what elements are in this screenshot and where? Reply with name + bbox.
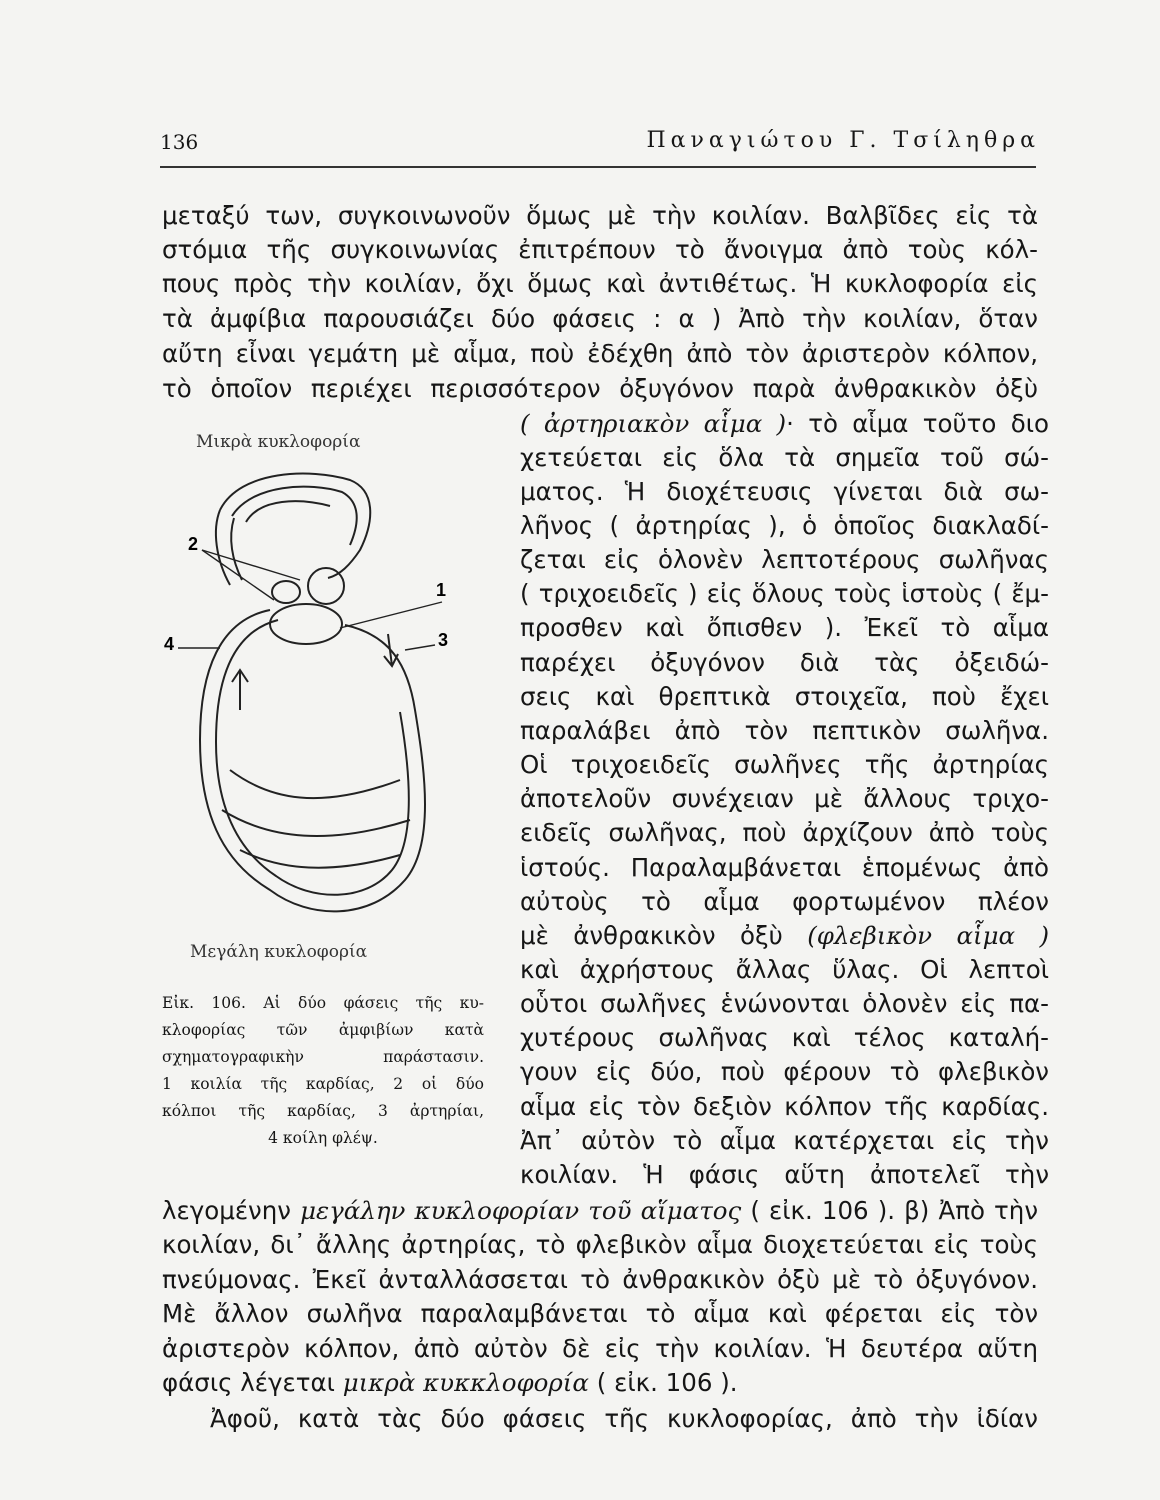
page-header bbox=[160, 126, 1040, 160]
text-span: μὲ ἀνθρακικὸν ὀξὺ bbox=[520, 921, 783, 950]
text-line: Ἀφοῦ, κατὰ τὰς δύο φάσεις τῆς κυκλοφορίας, ἀπὸ τὴν ἰδίαν bbox=[210, 1404, 1038, 1433]
text-line: ἀριστερὸν κόλπον, ἀπὸ αὐτὸν δὲ εἰς τὴν κοιλίαν. Ἡ δευτέρα αὕτη bbox=[162, 1334, 1038, 1363]
text-line bbox=[162, 1368, 1038, 1398]
text-line: πνεύμονας. Ἐκεῖ ἀνταλλάσσεται τὸ ἀνθρακικὸν ὀξὺ μὲ τὸ ὀξυγόνον. bbox=[162, 1265, 1038, 1294]
text-line: χετεύεται εἰς ὅλα τὰ σημεῖα τοῦ σώ- bbox=[520, 443, 1049, 472]
text-line: ( τριχοειδεῖς ) εἰς ὅλους τοὺς ἱστοὺς ( ἔμ- bbox=[520, 579, 1049, 608]
text-line: κοιλίαν, δι᾿ ἄλλης ἀρτηρίας, τὸ φλεβικὸν αἷμα διοχετεύεται εἰς τοὺς bbox=[162, 1230, 1038, 1259]
italic-term: ( ἀρτηριακὸν αἷμα ) bbox=[520, 409, 787, 438]
text-line: λῆνος ( ἀρτηρίας ), ὁ ὁποῖος διακλαδί- bbox=[520, 511, 1049, 540]
text-line bbox=[520, 921, 1049, 951]
text-line: τὰ ἀμφίβια παρουσιάζει δύο φάσεις : α ) Ἀπὸ τὴν κοιλίαν, ὅταν bbox=[162, 304, 1038, 333]
text-line: πους πρὸς τὴν κοιλίαν, ὄχι ὅμως καὶ ἀντιθέτως. Ἡ κυκλοφορία εἰς bbox=[162, 269, 1038, 298]
text-line bbox=[520, 409, 1049, 439]
text-line: σεις καὶ θρεπτικὰ στοιχεῖα, ποὺ ἔχει bbox=[520, 682, 1049, 711]
text-line bbox=[162, 1196, 1038, 1226]
text-line: Ἀπ᾿ αὐτὸν τὸ αἷμα κατέρχεται εἰς τὴν bbox=[520, 1126, 1049, 1155]
text-line: προσθεν καὶ ὄπισθεν ). Ἐκεῖ τὸ αἷμα bbox=[520, 613, 1049, 642]
caption-line: σχηματογραφικὴν παράστασιν. bbox=[162, 1048, 484, 1066]
text-line: καὶ ἀχρήστους ἄλλας ὕλας. Οἱ λεπτοὶ bbox=[520, 955, 1049, 984]
running-head: Παναγιώτου Γ. Τσίληθρα bbox=[646, 128, 1040, 153]
text-line: τὸ ὁποῖον περιέχει περισσότερον ὀξυγόνον παρὰ ἀνθρακικὸν ὀξὺ bbox=[162, 374, 1038, 403]
text-span: · τὸ αἷμα τοῦτο διο bbox=[786, 409, 1049, 438]
text-line: ειδεῖς σωλῆνας, ποὺ ἀρχίζουν ἀπὸ τοὺς bbox=[520, 818, 1049, 847]
text-line: κοιλίαν. Ἡ φάσις αὕτη ἀποτελεῖ τὴν bbox=[520, 1160, 1049, 1189]
caption-line: κλοφορίας τῶν ἀμφιβίων κατὰ bbox=[162, 1021, 484, 1039]
caption-line: Εἰκ. 106. Αἱ δύο φάσεις τῆς κυ- bbox=[162, 994, 484, 1012]
text-span: φάσις λέγεται bbox=[162, 1368, 335, 1397]
text-span: ( εἰκ. 106 ). β) Ἀπὸ τὴν bbox=[750, 1196, 1039, 1225]
text-line: ἱστούς. Παραλαμβάνεται ἑπομένως ἀπὸ bbox=[520, 853, 1049, 882]
atrium-circle bbox=[308, 568, 344, 604]
figure-top-label: Μικρὰ κυκλοφορία bbox=[196, 432, 361, 452]
text-span: λεγομένην bbox=[162, 1196, 291, 1225]
italic-term: μικρὰ κυκκλοφορία bbox=[342, 1368, 589, 1397]
label-1: 1 bbox=[436, 580, 447, 600]
figure-bottom-label: Μεγάλη κυκλοφορία bbox=[190, 942, 368, 962]
label-4: 4 bbox=[164, 634, 175, 654]
caption-line: 1 κοιλία τῆς καρδίας, 2 οἱ δύο bbox=[162, 1075, 484, 1093]
header-rule bbox=[160, 166, 1036, 168]
italic-term: (φλεβικὸν αἷμα ) bbox=[807, 921, 1049, 950]
text-line: μεταξύ των, συγκοινωνοῦν ὅμως μὲ τὴν κοιλίαν. Βαλβῖδες εἰς τὰ bbox=[162, 201, 1038, 230]
italic-term: μεγάλην κυκλοφορίαν τοῦ αἵματος bbox=[300, 1196, 742, 1225]
text-line: ζεται εἰς ὁλονὲν λεπτοτέρους σωλῆνας bbox=[520, 545, 1049, 574]
text-line: αἷμα εἰς τὸν δεξιὸν κόλπον τῆς καρδίας. bbox=[520, 1092, 1049, 1121]
label-3: 3 bbox=[438, 630, 449, 650]
text-line: παρέχει ὀξυγόνον διὰ τὰς ὀξειδώ- bbox=[520, 648, 1049, 677]
ventricle-ellipse bbox=[270, 604, 342, 644]
text-span: ( εἰκ. 106 ). bbox=[596, 1368, 738, 1397]
text-line: γουν εἰς δύο, ποὺ φέρουν τὸ φλεβικὸν bbox=[520, 1057, 1049, 1086]
circulation-diagram bbox=[160, 450, 490, 950]
caption-line: κόλποι τῆς καρδίας, 3 ἀρτηρίαι, bbox=[162, 1102, 484, 1120]
caption-line: 4 κοίλη φλέψ. bbox=[268, 1129, 378, 1147]
text-line: Μὲ ἄλλον σωλῆνα παραλαμβάνεται τὸ αἷμα καὶ φέρεται εἰς τὸν bbox=[162, 1299, 1038, 1328]
text-line: ἀποτελοῦν συνέχειαν μὲ ἄλλους τριχο- bbox=[520, 784, 1049, 813]
text-line: αὔτη εἶναι γεμάτη μὲ αἷμα, ποὺ ἐδέχθη ἀπὸ τὸν ἀριστερὸν κόλπον, bbox=[162, 339, 1038, 368]
text-line: στόμια τῆς συγκοινωνίας ἐπιτρέπουν τὸ ἄνοιγμα ἀπὸ τοὺς κόλ- bbox=[162, 235, 1038, 264]
text-line: ματος. Ἡ διοχέτευσις γίνεται διὰ σω- bbox=[520, 477, 1049, 506]
text-line: χυτέρους σωλῆνας καὶ τέλος καταλή- bbox=[520, 1023, 1049, 1052]
text-line: αὐτοὺς τὸ αἷμα φορτωμένον πλέον bbox=[520, 887, 1049, 916]
text-line: παραλάβει ἀπὸ τὸν πεπτικὸν σωλῆνα. bbox=[520, 716, 1049, 745]
text-line: Οἱ τριχοειδεῖς σωλῆνες τῆς ἀρτηρίας bbox=[520, 750, 1049, 779]
label-2: 2 bbox=[188, 534, 199, 554]
page-number: 136 bbox=[160, 130, 199, 154]
text-line: οὗτοι σωλῆνες ἑνώνονται ὁλονὲν εἰς πα- bbox=[520, 989, 1049, 1018]
